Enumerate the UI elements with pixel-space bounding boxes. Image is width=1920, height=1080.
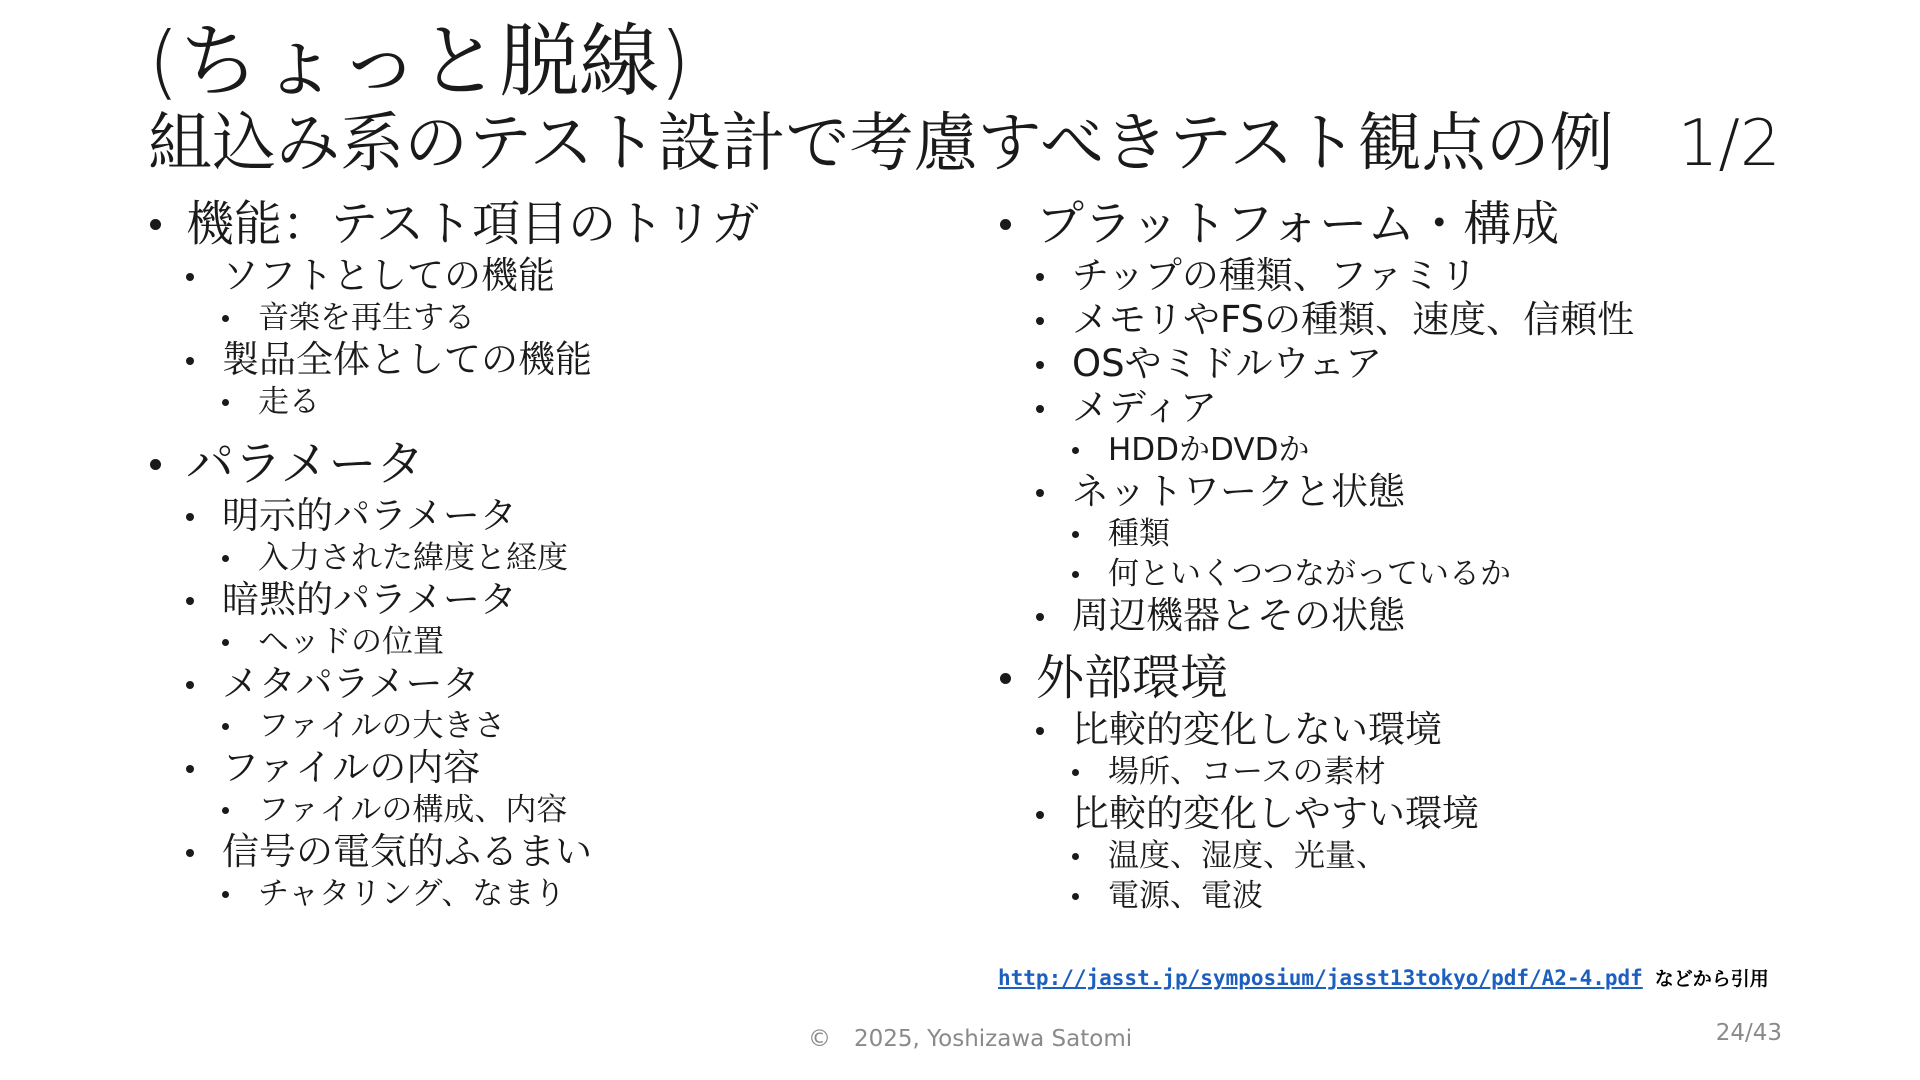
bullet-text: ファイルの構成、内容 (258, 792, 568, 828)
bullet-item-level-3 (1072, 554, 1818, 594)
bullet-dot-icon (186, 765, 194, 773)
bullet-row (222, 254, 968, 298)
bullet-dot-icon (186, 273, 194, 281)
bullet-row (258, 790, 968, 830)
bullet-text: チップの種類、ファミリ (1072, 254, 1478, 297)
bullet-list-level-2 (186, 254, 968, 422)
bullet-list-level-2 (186, 494, 968, 914)
bullet-text: 温度、湿度、光量、 (1108, 838, 1387, 874)
bullet-list-level-2 (1036, 254, 1818, 638)
bullet-dot-icon (1036, 273, 1044, 281)
bullet-dot-icon (1072, 571, 1079, 578)
bullet-text: メモリやFSの種類、速度、信頼性 (1072, 298, 1635, 341)
bullet-list-level-3 (222, 622, 968, 662)
bullet-text: 信号の電気的ふるまい (222, 830, 592, 873)
bullet-text: 場所、コースの素材 (1108, 754, 1386, 790)
bullet-item-level-1 (998, 648, 1818, 916)
bullet-dot-icon (1036, 489, 1044, 497)
bullet-row (1072, 386, 1818, 430)
bullet-text: チャタリング、なまり (258, 876, 566, 912)
bullet-text: 製品全体としての機能 (222, 338, 592, 381)
bullet-dot-icon (1000, 673, 1011, 684)
bullet-dot-icon (1036, 361, 1044, 369)
bullet-row (222, 662, 968, 706)
bullet-row (1108, 554, 1818, 594)
bullet-dot-icon (1036, 811, 1044, 819)
bullet-row (258, 538, 968, 578)
bullet-text: 比較的変化しやすい環境 (1072, 792, 1479, 835)
bullet-item-level-2 (1036, 386, 1818, 470)
bullet-list-level-3 (222, 298, 968, 338)
bullet-item-level-3 (222, 298, 968, 338)
bullet-list-level-2 (1036, 708, 1818, 916)
bullet-dot-icon (222, 639, 229, 646)
bullet-row (222, 830, 968, 874)
bullet-list-level-3 (222, 874, 968, 914)
bullet-item-level-3 (1072, 430, 1818, 470)
bullet-text: 音楽を再生する (258, 300, 475, 336)
bullet-row (222, 494, 968, 538)
footer-copyright: © 2025, Yoshizawa Satomi (808, 1026, 1133, 1052)
left-column (148, 194, 968, 914)
bullet-text: 機能：テスト項目のトリガ (186, 196, 760, 252)
bullet-list-level-3 (222, 538, 968, 578)
bullet-item-level-3 (222, 706, 968, 746)
bullet-item-level-2 (1036, 470, 1818, 594)
bullet-item-level-3 (222, 538, 968, 578)
bullet-item-level-2 (1036, 342, 1818, 386)
bullet-item-level-3 (222, 622, 968, 662)
bullet-text: 比較的変化しない環境 (1072, 708, 1442, 751)
bullet-list-level-1 (148, 194, 968, 914)
bullet-row (186, 434, 968, 494)
bullet-item-level-3 (1072, 836, 1818, 876)
bullet-row (1108, 430, 1818, 470)
bullet-text: 何といくつつながっているか (1108, 556, 1511, 592)
bullet-item-level-3 (222, 790, 968, 830)
bullet-item-level-2 (186, 830, 968, 914)
bullet-dot-icon (186, 597, 194, 605)
bullet-dot-icon (1036, 317, 1044, 325)
bullet-item-level-2 (1036, 594, 1818, 638)
bullet-dot-icon (186, 849, 194, 857)
bullet-text: 暗黙的パラメータ (222, 578, 517, 621)
bullet-row (1108, 752, 1818, 792)
bullet-row (1072, 342, 1818, 386)
bullet-row (1072, 470, 1818, 514)
bullet-item-level-2 (186, 746, 968, 830)
bullet-row (1036, 648, 1818, 708)
bullet-row (1072, 594, 1818, 638)
bullet-row (1072, 298, 1818, 342)
bullet-text: ネットワークと状態 (1072, 470, 1405, 513)
bullet-dot-icon (1072, 769, 1079, 776)
bullet-dot-icon (222, 399, 229, 406)
bullet-list-level-1 (998, 194, 1818, 916)
bullet-row (1072, 708, 1818, 752)
bullet-item-level-3 (1072, 752, 1818, 792)
bullet-row (222, 578, 968, 622)
bullet-item-level-2 (1036, 298, 1818, 342)
bullet-text: ファイルの内容 (222, 746, 481, 789)
bullet-dot-icon (1036, 727, 1044, 735)
bullet-dot-icon (186, 357, 194, 365)
bullet-row (222, 746, 968, 790)
bullet-item-level-3 (222, 382, 968, 422)
bullet-item-level-2 (1036, 792, 1818, 916)
bullet-list-level-3 (1072, 752, 1818, 792)
bullet-dot-icon (1072, 447, 1079, 454)
bullet-row (1108, 876, 1818, 916)
bullet-item-level-3 (1072, 514, 1818, 554)
bullet-text: ソフトとしての機能 (222, 254, 555, 297)
bullet-row (258, 382, 968, 422)
bullet-item-level-2 (1036, 254, 1818, 298)
bullet-row (1072, 254, 1818, 298)
bullet-dot-icon (222, 723, 229, 730)
bullet-text: 明示的パラメータ (222, 494, 517, 537)
bullet-dot-icon (1036, 613, 1044, 621)
page-number: 24/43 (1715, 1020, 1782, 1046)
slide-title: 組込み系のテスト設計で考慮すべきテスト観点の例 1/2 (148, 107, 1781, 181)
bullet-item-level-2 (186, 662, 968, 746)
slide-title-aside: (ちょっと脱線) (148, 15, 691, 108)
bullet-item-level-1 (998, 194, 1818, 638)
bullet-text: ヘッドの位置 (258, 624, 444, 660)
bullet-item-level-3 (1072, 876, 1818, 916)
bullet-list-level-3 (222, 382, 968, 422)
bullet-text: 周辺機器とその状態 (1072, 594, 1405, 637)
bullet-row (222, 338, 968, 382)
bullet-text: ファイルの大きさ (258, 708, 506, 744)
bullet-text: 入力された緯度と経度 (258, 540, 568, 576)
source-note: などから引用 (1654, 968, 1769, 990)
bullet-dot-icon (1000, 219, 1011, 230)
bullet-dot-icon (1072, 893, 1079, 900)
bullet-text: パラメータ (186, 436, 425, 492)
bullet-dot-icon (222, 315, 229, 322)
bullet-text: 種類 (1108, 516, 1170, 552)
bullet-text: 外部環境 (1036, 650, 1229, 706)
bullet-item-level-2 (186, 254, 968, 338)
bullet-item-level-2 (186, 578, 968, 662)
bullet-dot-icon (1072, 853, 1079, 860)
bullet-item-level-2 (186, 338, 968, 422)
bullet-list-level-3 (222, 706, 968, 746)
bullet-dot-icon (1036, 405, 1044, 413)
bullet-item-level-2 (1036, 708, 1818, 792)
bullet-row (1108, 836, 1818, 876)
bullet-text: OSやミドルウェア (1072, 342, 1383, 385)
bullet-row (258, 706, 968, 746)
bullet-dot-icon (186, 681, 194, 689)
bullet-dot-icon (150, 459, 161, 470)
bullet-dot-icon (150, 219, 161, 230)
bullet-row (258, 298, 968, 338)
bullet-item-level-2 (186, 494, 968, 578)
bullet-row (1036, 194, 1818, 254)
bullet-text: 電源、電波 (1108, 878, 1263, 914)
bullet-text: メタパラメータ (222, 662, 480, 705)
bullet-list-level-3 (222, 790, 968, 830)
bullet-dot-icon (186, 513, 194, 521)
bullet-list-level-3 (1072, 514, 1818, 594)
bullet-dot-icon (222, 807, 229, 814)
bullet-row (186, 194, 968, 254)
bullet-text: プラットフォーム・構成 (1036, 196, 1560, 252)
source-citation (998, 964, 1769, 991)
bullet-list-level-3 (1072, 430, 1818, 470)
bullet-text: メディア (1072, 386, 1218, 429)
bullet-row (258, 622, 968, 662)
bullet-row (1108, 514, 1818, 554)
bullet-item-level-1 (148, 434, 968, 914)
bullet-item-level-1 (148, 194, 968, 422)
bullet-dot-icon (1072, 531, 1079, 538)
bullet-text: 走る (258, 384, 320, 420)
bullet-row (1072, 792, 1818, 836)
right-column (998, 194, 1818, 916)
bullet-list-level-3 (1072, 836, 1818, 916)
bullet-row (258, 874, 968, 914)
bullet-item-level-3 (222, 874, 968, 914)
bullet-text: HDDかDVDか (1108, 432, 1310, 468)
bullet-dot-icon (222, 555, 229, 562)
source-link[interactable]: http://jasst.jp/symposium/jasst13tokyo/pdf/A2-4.pdf (998, 966, 1643, 990)
bullet-dot-icon (222, 891, 229, 898)
